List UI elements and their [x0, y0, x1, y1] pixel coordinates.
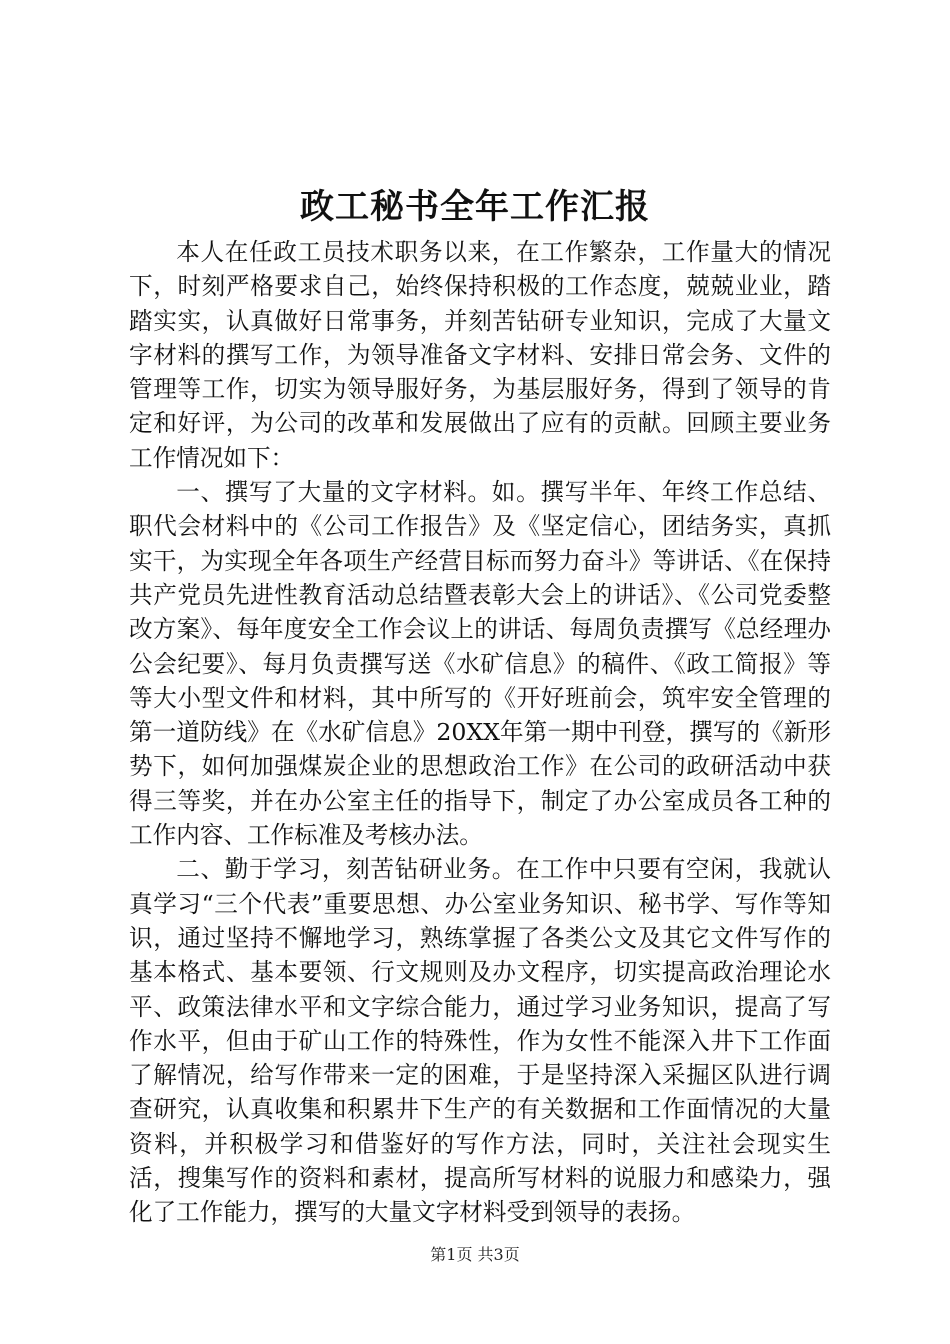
paragraph-intro: 本人在任政工员技术职务以来，在工作繁杂，工作量大的情况下，时刻严格要求自己，始终保持积极的工作态度，兢兢业业，踏踏实实，认真做好日常事务，并刻苦钻研专业知识，完成了大量文字材料的撰写工作，为领导准备文字材料、安排日常会务、文件的管理等工作，切实为领导服好务，为基层服好务，得到了领导的肯定和好评，为公司的改革和发展做出了应有的贡献。回顾主要业务工作情况如下： — [129, 238, 831, 472]
document-body — [129, 235, 831, 1230]
document-title: 政工秘书全年工作汇报 — [300, 187, 650, 227]
page-number-footer: 第1页 共3页 — [430, 1245, 520, 1264]
paragraph-section-one: 一、撰写了大量的文字材料。如。撰写半年、年终工作总结、职代会材料中的《公司工作报告》及《坚定信心，团结务实，真抓实干，为实现全年各项生产经营目标而努力奋斗》等讲话、《在保持共产党员先进性教育活动总结暨表彰大会上的讲话》、《公司党委整改方案》、每年度安全工作会议上的讲话、每周负责撰写《总经理办公会纪要》、每月负责撰写送《水矿信息》的稿件、《政工简报》等等大小型文件和材料，其中所写的《开好班前会，筑牢安全管理的第一道防线》在《水矿信息》20XX年第一期中刊登，撰写的《新形势下，如何加强煤炭企业的思想政治工作》在公司的政研活动中获得三等奖，并在办公室主任的指导下，制定了办公室成员各工种的工作内容、工作标准及考核办法。 — [129, 478, 831, 850]
paragraph-section-two: 二、勤于学习，刻苦钻研业务。在工作中只要有空闲，我就认真学习“三个代表”重要思想、办公室业务知识、秘书学、写作等知识，通过坚持不懈地学习，熟练掌握了各类公文及其它文件写作的基本格式、基本要领、行文规则及办文程序，切实提高政治理论水平、政策法律水平和文字综合能力，通过学习业务知识，提高了写作水平，但由于矿山工作的特殊性，作为女性不能深入井下工作面了解情况，给写作带来一定的困难，于是坚持深入采掘区队进行调查研究，认真收集和积累井下生产的有关数据和工作面情况的大量资料，并积极学习和借鉴好的写作方法，同时，关注社会现实生活，搜集写作的资料和素材，提高所写材料的说服力和感染力，强化了工作能力，撰写的大量文字材料受到领导的表扬。 — [129, 855, 831, 1227]
